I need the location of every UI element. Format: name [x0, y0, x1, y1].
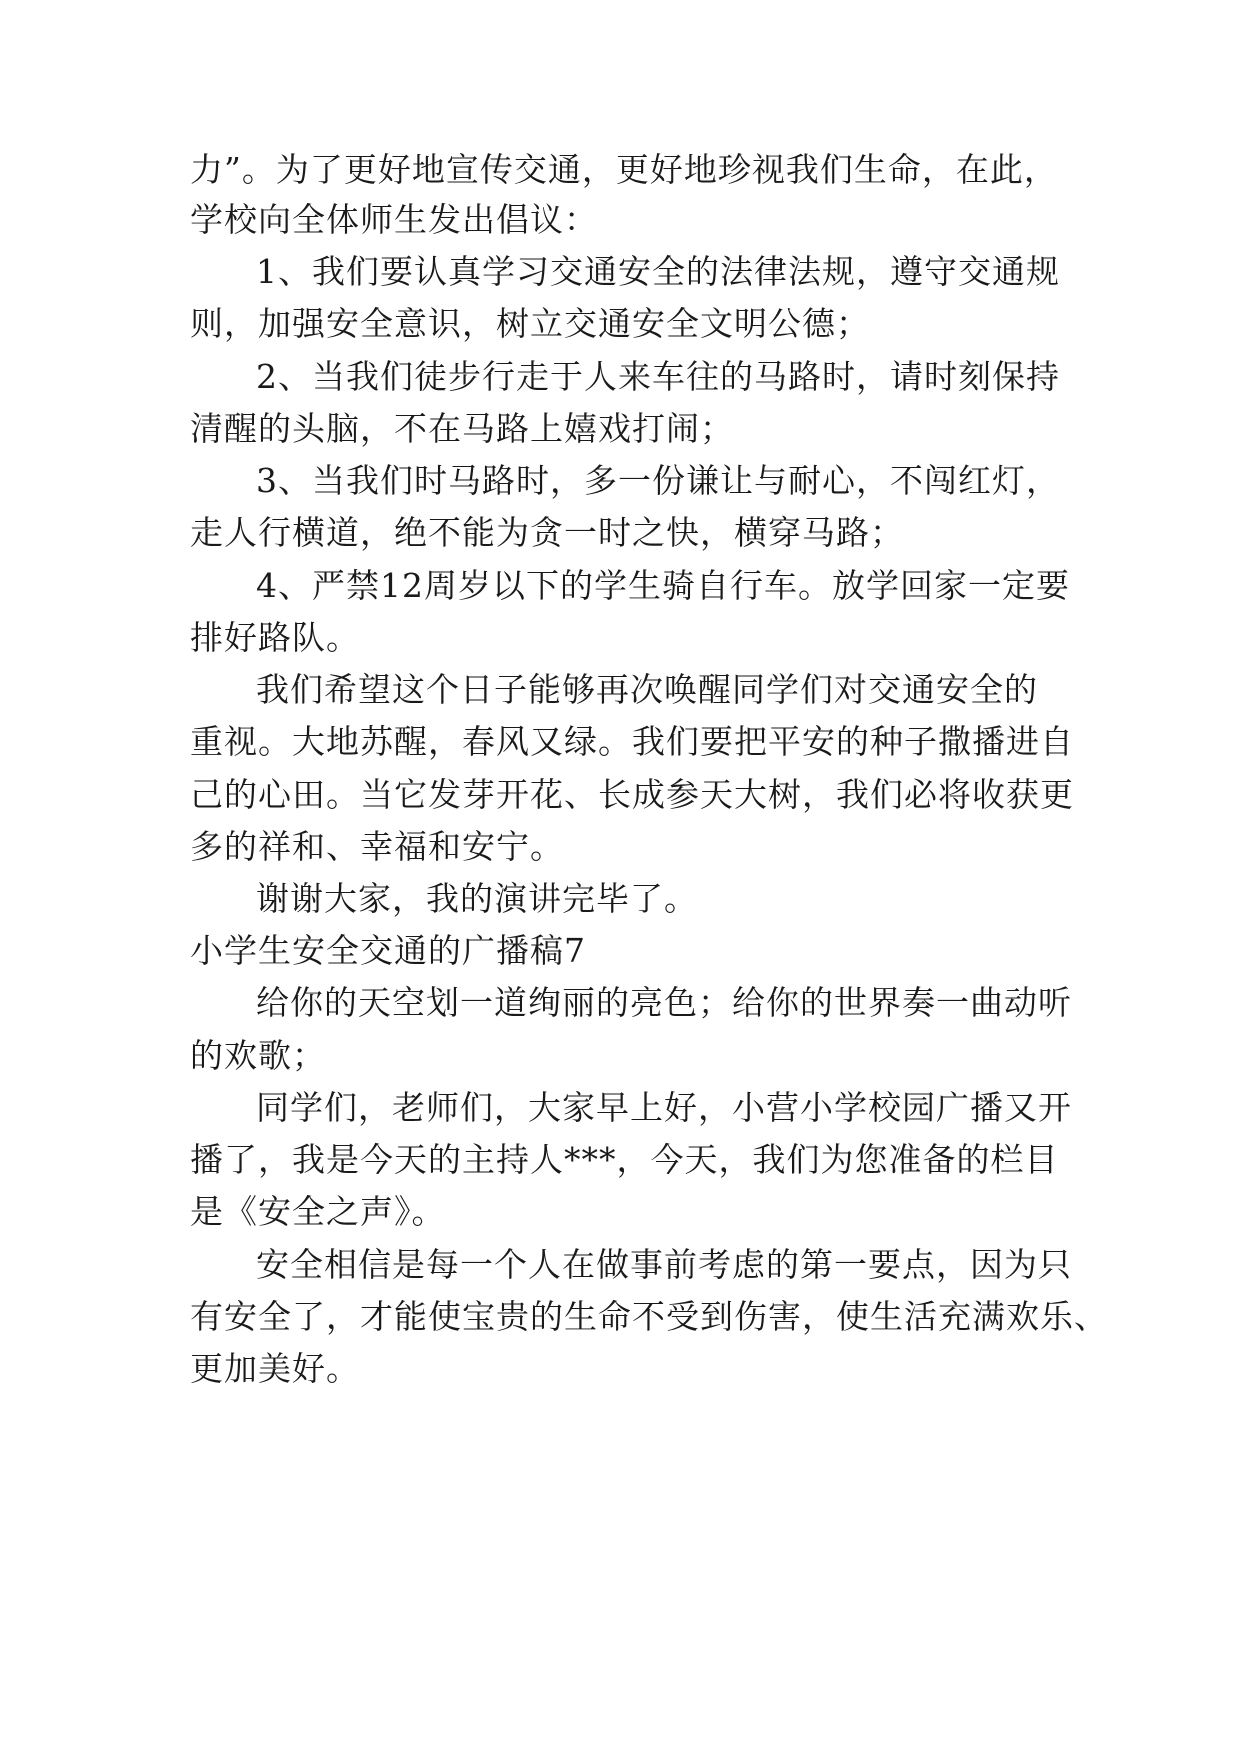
- text-line: 是《安全之声》。: [190, 1192, 446, 1231]
- list-item-4: 4、严禁12周岁以下的学生骑自行车。放学回家一定要: [256, 566, 1070, 605]
- paragraph-line: 谢谢大家，我的演讲完毕了。: [256, 879, 698, 918]
- paragraph-line: 给你的天空划一道绚丽的亮色；给你的世界奏一曲动听: [256, 983, 1072, 1022]
- text-line: 有安全了，才能使宝贵的生命不受到伤害，使生活充满欢乐、: [190, 1297, 1108, 1336]
- text-line: 己的心田。当它发芽开花、长成参天大树，我们必将收获更: [190, 775, 1074, 814]
- text-line: 走人行横道，绝不能为贪一时之快，横穿马路；: [190, 513, 904, 552]
- text-line: 清醒的头脑，不在马路上嬉戏打闹；: [190, 409, 734, 448]
- text-line: 播了，我是今天的主持人***，今天，我们为您准备的栏目: [190, 1140, 1059, 1179]
- text-line: 学校向全体师生发出倡议：: [190, 200, 598, 239]
- text-line: 排好路队。: [190, 618, 360, 657]
- text-line: 重视。大地苏醒，春风又绿。我们要把平安的种子撒播进自: [190, 722, 1074, 761]
- paragraph-line: 我们希望这个日子能够再次唤醒同学们对交通安全的: [256, 670, 1038, 709]
- list-item-1: 1、我们要认真学习交通安全的法律法规，遵守交通规: [256, 252, 1060, 291]
- list-item-3: 3、当我们时马路时，多一份谦让与耐心，不闯红灯，: [256, 461, 1060, 500]
- text-line: 的欢歌；: [190, 1036, 326, 1075]
- text-line: 多的祥和、幸福和安宁。: [190, 827, 564, 866]
- section-heading: 小学生安全交通的广播稿7: [190, 931, 586, 970]
- paragraph-line: 安全相信是每一个人在做事前考虑的第一要点，因为只: [256, 1245, 1072, 1284]
- paragraph-line: 同学们，老师们，大家早上好，小营小学校园广播又开: [256, 1088, 1072, 1127]
- text-line: 则，加强安全意识，树立交通安全文明公德；: [190, 304, 870, 343]
- text-line: 更加美好。: [190, 1349, 360, 1388]
- text-line: 力”。为了更好地宣传交通，更好地珍视我们生命，在此，: [190, 150, 1058, 189]
- list-item-2: 2、当我们徒步行走于人来车往的马路时，请时刻保持: [256, 357, 1060, 396]
